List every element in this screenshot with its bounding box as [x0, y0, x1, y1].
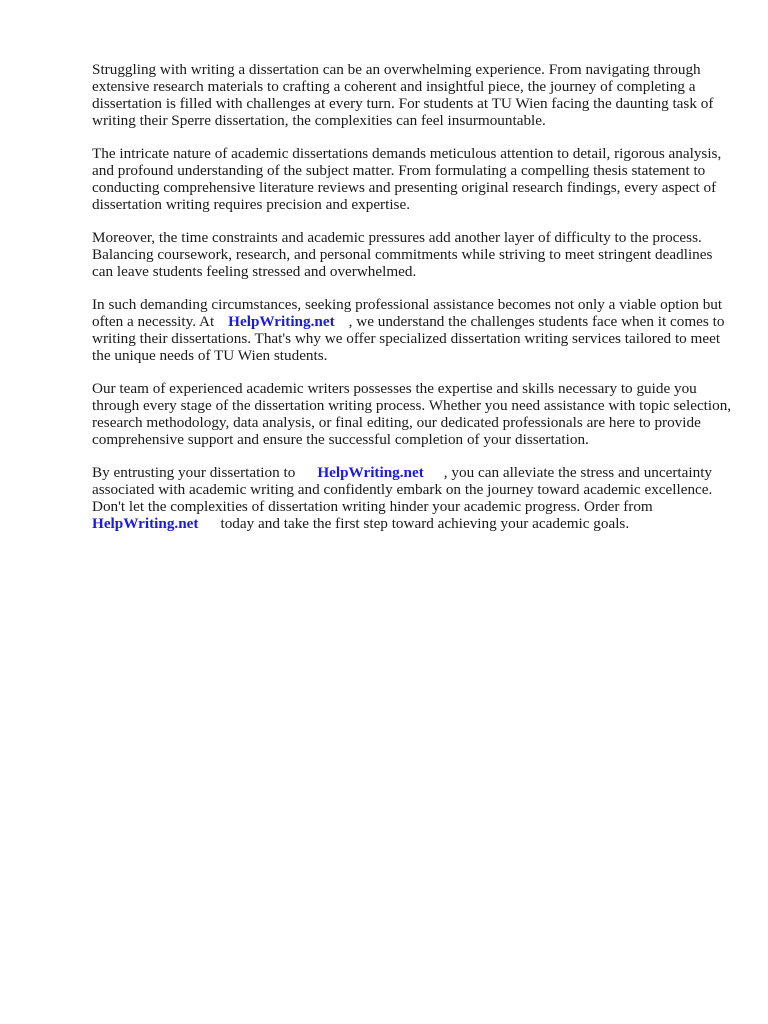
- paragraph-constraints: Moreover, the time constraints and academic pressures add another layer of difficulty to the process. Balancing coursework, research, and personal commitments while striving to meet stringent deadlines can leave students feeling stressed and overwhelmed.: [92, 229, 713, 280]
- paragraph-entrust-part1: By entrusting your dissertation to: [92, 464, 296, 481]
- paragraph-assistance-before: In such demanding circumstances, seeking professional assistance becomes not only a viable option but often a necessity. At: [92, 296, 723, 330]
- paragraph-entrust-part2: , you can alleviate the stress and uncertainty associated with academic writing and confidently embark on the journey toward academic excellence. Don't let the complexities of dissertation writing hinder your academic progress. Order from: [92, 464, 713, 515]
- helpwriting-link[interactable]: HelpWriting.net: [92, 515, 199, 532]
- paragraph-assistance-after: , we understand the challenges students face when it comes to writing their dissertations. That's why we offer specialized dissertation writing services tailored to meet the unique needs of TU Wien students.: [92, 313, 725, 364]
- paragraph-nature: The intricate nature of academic dissertations demands meticulous attention to detail, rigorous analysis, and profound understanding of the subject matter. From formulating a compelling thesis statement to conducting comprehensive literature reviews and presenting original research findings, every aspect of dissertation writing requires precision and expertise.: [92, 145, 722, 213]
- paragraph-assistance: [92, 296, 732, 364]
- document-body: [92, 61, 732, 548]
- paragraph-entrust: [92, 464, 732, 532]
- paragraph-team: Our team of experienced academic writers possesses the expertise and skills necessary to guide you through every stage of the dissertation writing process. Whether you need assistance with topic selection, research methodology, data analysis, or final editing, our dedicated professionals are here to provide comprehensive support and ensure the successful completion of your dissertation.: [92, 380, 732, 448]
- paragraph-entrust-part3: today and take the first step toward achieving your academic goals.: [220, 515, 630, 532]
- paragraph-intro: Struggling with writing a dissertation can be an overwhelming experience. From navigating through extensive research materials to crafting a coherent and insightful piece, the journey of completing a dissertation is filled with challenges at every turn. For students at TU Wien facing the daunting task of writing their Sperre dissertation, the complexities can feel insurmountable.: [92, 61, 714, 129]
- helpwriting-link[interactable]: HelpWriting.net: [317, 464, 424, 481]
- helpwriting-link[interactable]: HelpWriting.net: [228, 313, 335, 330]
